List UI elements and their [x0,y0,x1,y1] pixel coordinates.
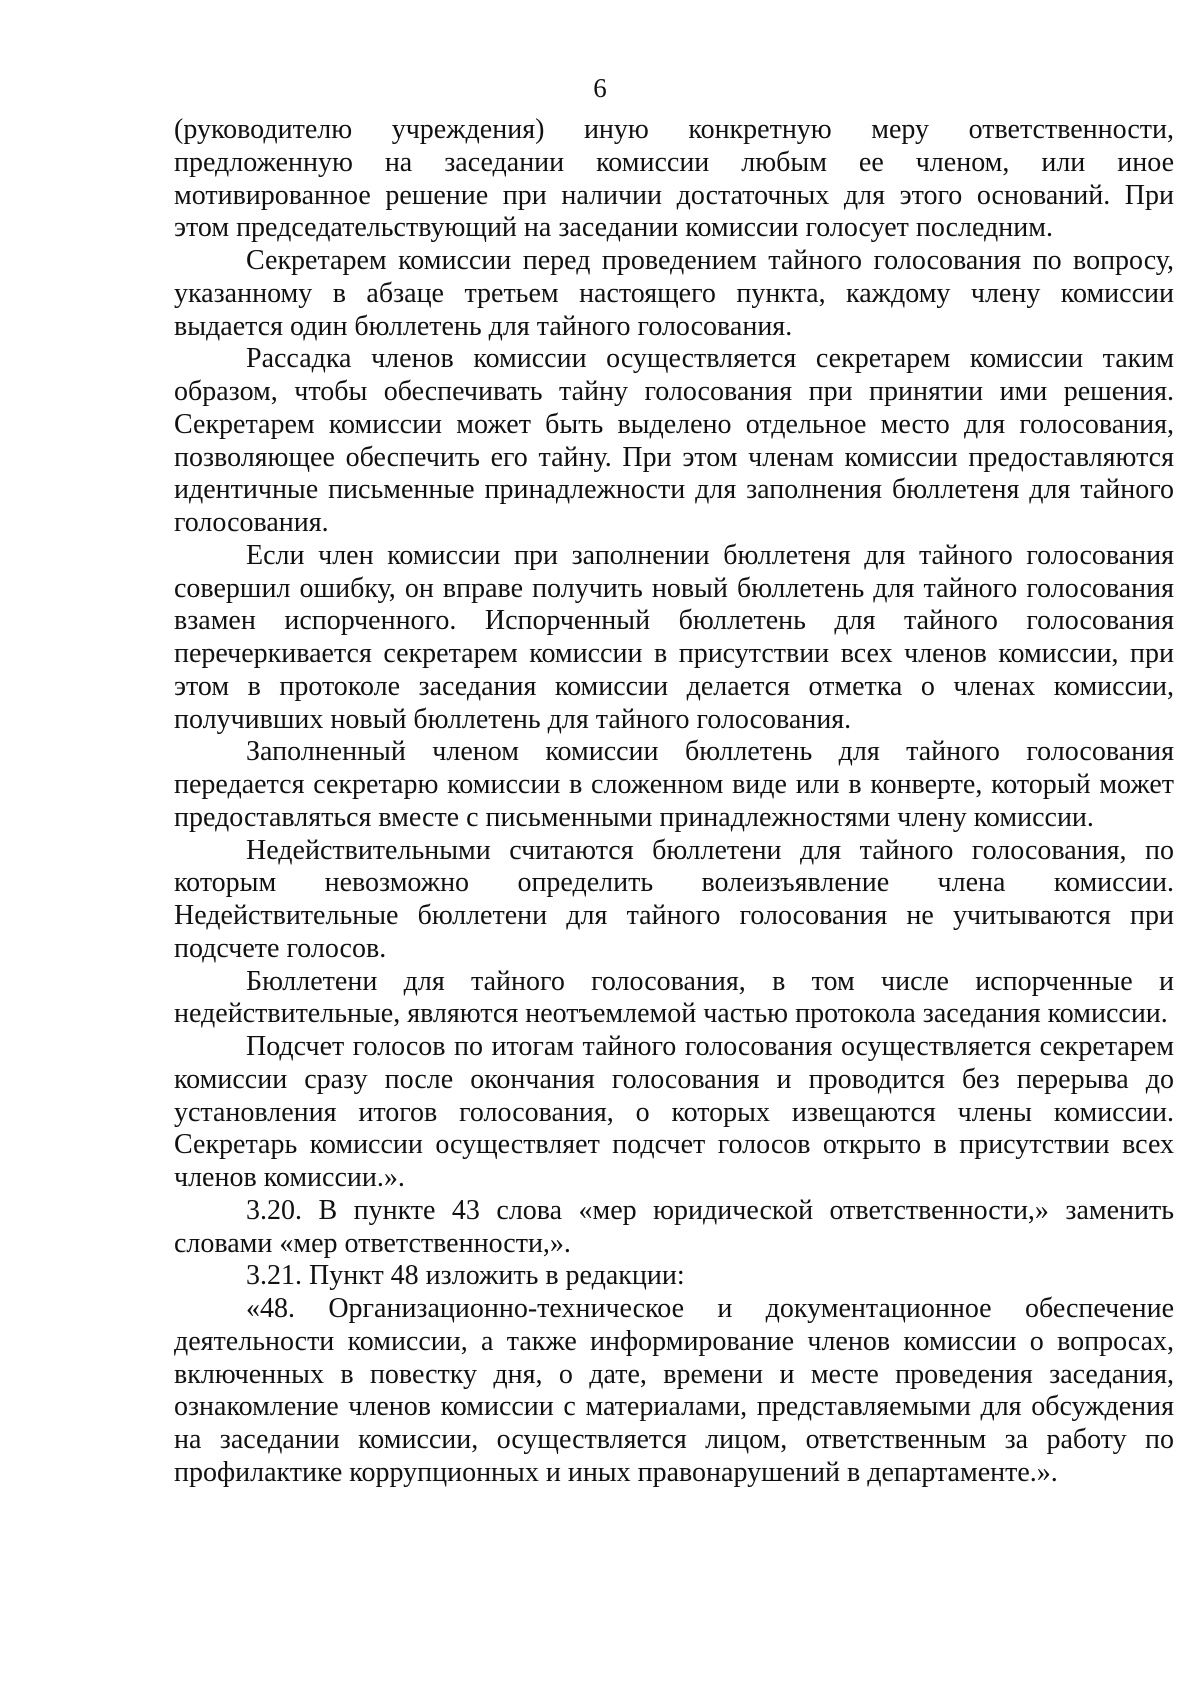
paragraph-continuation: (руководителю учреждения) иную конкретную меру ответственности, предложенную на заседании комиссии любым ее членом, или иное мотивированное решение при наличии достаточных для этого оснований. При этом председательствующий на заседании комиссии голосует последним. [174,114,1174,244]
paragraph-item-3-21: 3.21. Пункт 48 изложить в редакции: [246,1260,685,1292]
paragraph-ballot-transfer: Заполненный членом комиссии бюллетень для тайного голосования передается секретарю комиссии в сложенном виде или в конверте, который может предоставляться вместе с письменными принадлежностями члену комиссии. [174,736,1174,833]
paragraph-item-3-20: 3.20. В пункте 43 слова «мер юридической ответственности,» заменить словами «мер ответственности,». [174,1194,1174,1259]
paragraph-ballot-issue: Секретарем комиссии перед проведением тайного голосования по вопросу, указанному в абзаце третьем настоящего пункта, каждому члену комиссии выдается один бюллетень для тайного голосования. [174,245,1174,342]
paragraph-item-48: «48. Организационно-техническое и документационное обеспечение деятельности комиссии, а также информирование членов комиссии о вопросах, включенных в повестку дня, о дате, времени и месте проведения заседания, ознакомление членов комиссии с материалами, представляемыми для обсуждения на заседании комиссии, осуществляется лицом, ответственным за работу по профилактике коррупционных и иных правонарушений в департаменте.». [174,1293,1174,1488]
paragraph-invalid-ballots: Недействительными считаются бюллетени для тайного голосования, по которым невозможно определить волеизъявление члена комиссии. Недействительные бюллетени для тайного голосования не учитываются при подсчете голосов. [174,834,1174,964]
paragraph-vote-count: Подсчет голосов по итогам тайного голосования осуществляется секретарем комиссии сразу после окончания голосования и проводится без перерыва до установления итогов голосования, о которых извещаются члены комиссии. Секретарь комиссии осуществляет подсчет голосов открыто в присутствии всех членов комиссии.». [174,1031,1174,1193]
paragraph-spoiled-ballot: Если член комиссии при заполнении бюллетеня для тайного голосования совершил ошибку, он вправе получить новый бюллетень для тайного голосования взамен испорченного. Испорченный бюллетень для тайного голосования перечеркивается секретарем комиссии в присутствии всех членов комиссии, при этом в протоколе заседания комиссии делается отметка о членах комиссии, получивших новый бюллетень для тайного голосования. [174,539,1174,735]
paragraph-ballots-protocol: Бюллетени для тайного голосования, в том числе испорченные и недействительные, являются неотъемлемой частью протокола заседания комиссии. [174,965,1174,1030]
paragraph-seating: Рассадка членов комиссии осуществляется секретарем комиссии таким образом, чтобы обеспечивать тайну голосования при принятии ими решения. Секретарем комиссии может быть выделено отдельное место для голосования, позволяющее обеспечить его тайну. При этом членам комиссии предоставляются идентичные письменные принадлежности для заполнения бюллетеня для тайного голосования. [174,343,1174,538]
page-number: 6 [593,73,607,103]
document-body [174,114,1174,1490]
